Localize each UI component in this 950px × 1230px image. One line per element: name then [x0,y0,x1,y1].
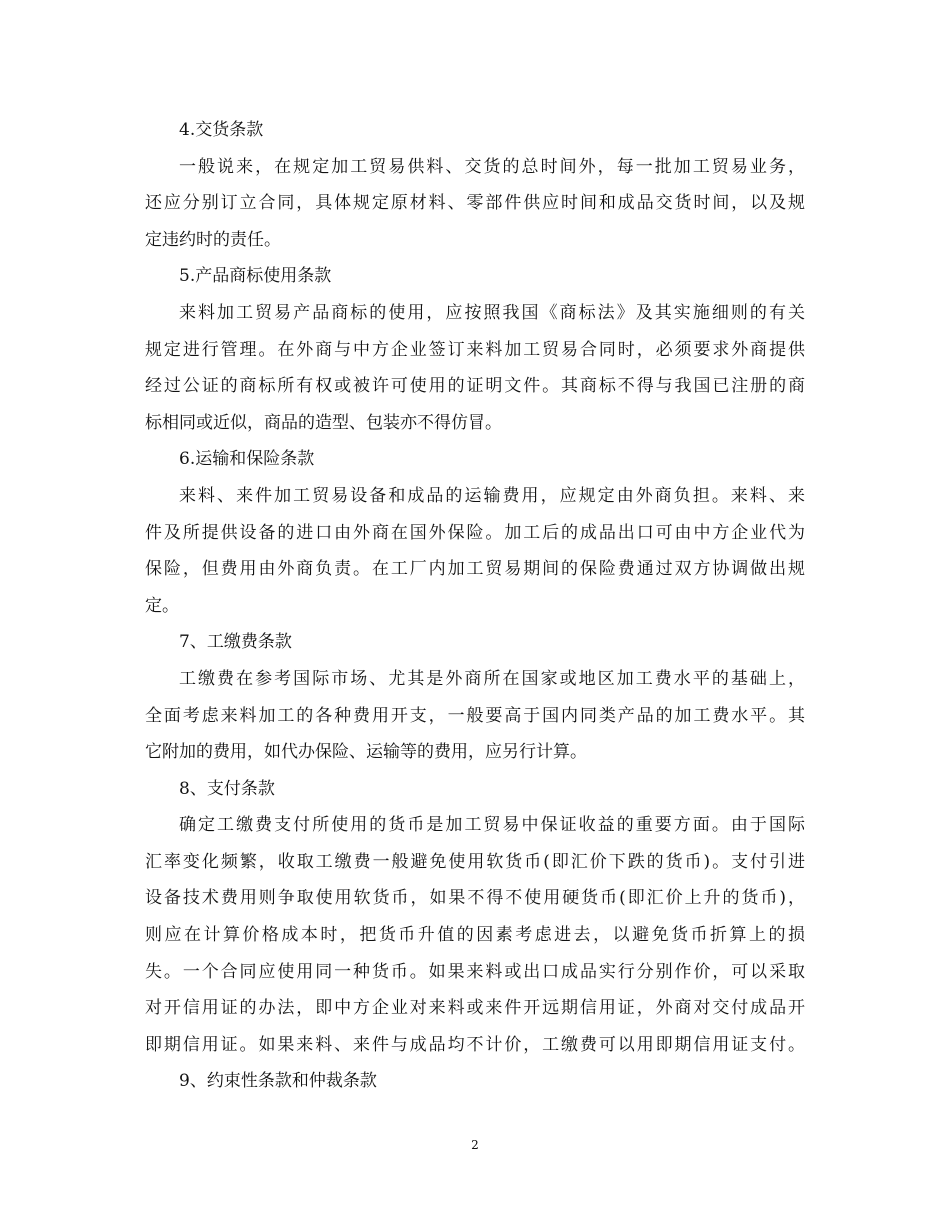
text-line: 即期信用证。如果来料、来件与成品均不计价，工缴费可以用即期信用证支付。 [145,1034,805,1055]
text-line: 定违约时的责任。 [145,229,281,250]
paragraph-first-line: 5.产品商标使用条款 [179,266,332,287]
paragraph-first-line: 9、约束性条款和仲裁条款 [179,1071,377,1092]
text-line: 经过公证的商标所有权或被许可使用的证明文件。其商标不得与我国已注册的商 [145,376,805,397]
text-line: 则应在计算价格成本时，把货币升值的因素考虑进去，以避免货币折算上的损 [145,925,805,946]
text-line: 它附加的费用，如代办保险、运输等的费用，应另行计算。 [145,742,587,763]
text-line: 保险，但费用由外商负责。在工厂内加工贸易期间的保险费通过双方协调做出规 [145,559,805,580]
text-line: 还应分别订立合同，具体规定原材料、零部件供应时间和成品交货时间，以及规 [145,193,805,214]
text-line: 规定进行管理。在外商与中方企业签订来料加工贸易合同时，必须要求外商提供 [145,339,805,360]
paragraph-first-line: 6.运输和保险条款 [179,449,315,470]
paragraph-first-line: 一般说来，在规定加工贸易供料、交货的总时间外，每一批加工贸易业务， [179,156,805,177]
text-line: 设备技术费用则争取使用软货币，如果不得不使用硬货币(即汇价上升的货币)， [145,888,805,909]
paragraph-first-line: 4.交货条款 [179,120,264,140]
page-number: 2 [471,1138,479,1152]
paragraph-first-line: 来料、来件加工贸易设备和成品的运输费用，应规定由外商负担。来料、来 [179,485,805,506]
paragraph-first-line: 7、工缴费条款 [179,632,292,653]
text-line: 定。 [145,595,179,616]
text-line: 件及所提供设备的进口由外商在国外保险。加工后的成品出口可由中方企业代为 [145,522,805,543]
text-line: 标相同或近似，商品的造型、包装亦不得仿冒。 [145,412,502,433]
paragraph-first-line: 来料加工贸易产品商标的使用，应按照我国《商标法》及其实施细则的有关 [179,302,805,323]
text-line: 全面考虑来料加工的各种费用开支，一般要高于国内同类产品的加工费水平。其 [145,705,805,726]
text-line: 失。一个合同应使用同一种货币。如果来料或出口成品实行分别作价，可以采取 [145,961,805,982]
text-line: 对开信用证的办法，即中方企业对来料或来件开远期信用证，外商对交付成品开 [145,998,805,1019]
paragraph-first-line: 工缴费在参考国际市场、尤其是外商所在国家或地区加工费水平的基础上， [179,668,805,689]
paragraph-first-line: 确定工缴费支付所使用的货币是加工贸易中保证收益的重要方面。由于国际 [179,815,805,836]
document-body [145,112,805,1100]
paragraph-first-line: 8、支付条款 [179,778,275,799]
text-line: 汇率变化频繁，收取工缴费一般避免使用软货币(即汇价下跌的货币)。支付引进 [145,851,805,872]
